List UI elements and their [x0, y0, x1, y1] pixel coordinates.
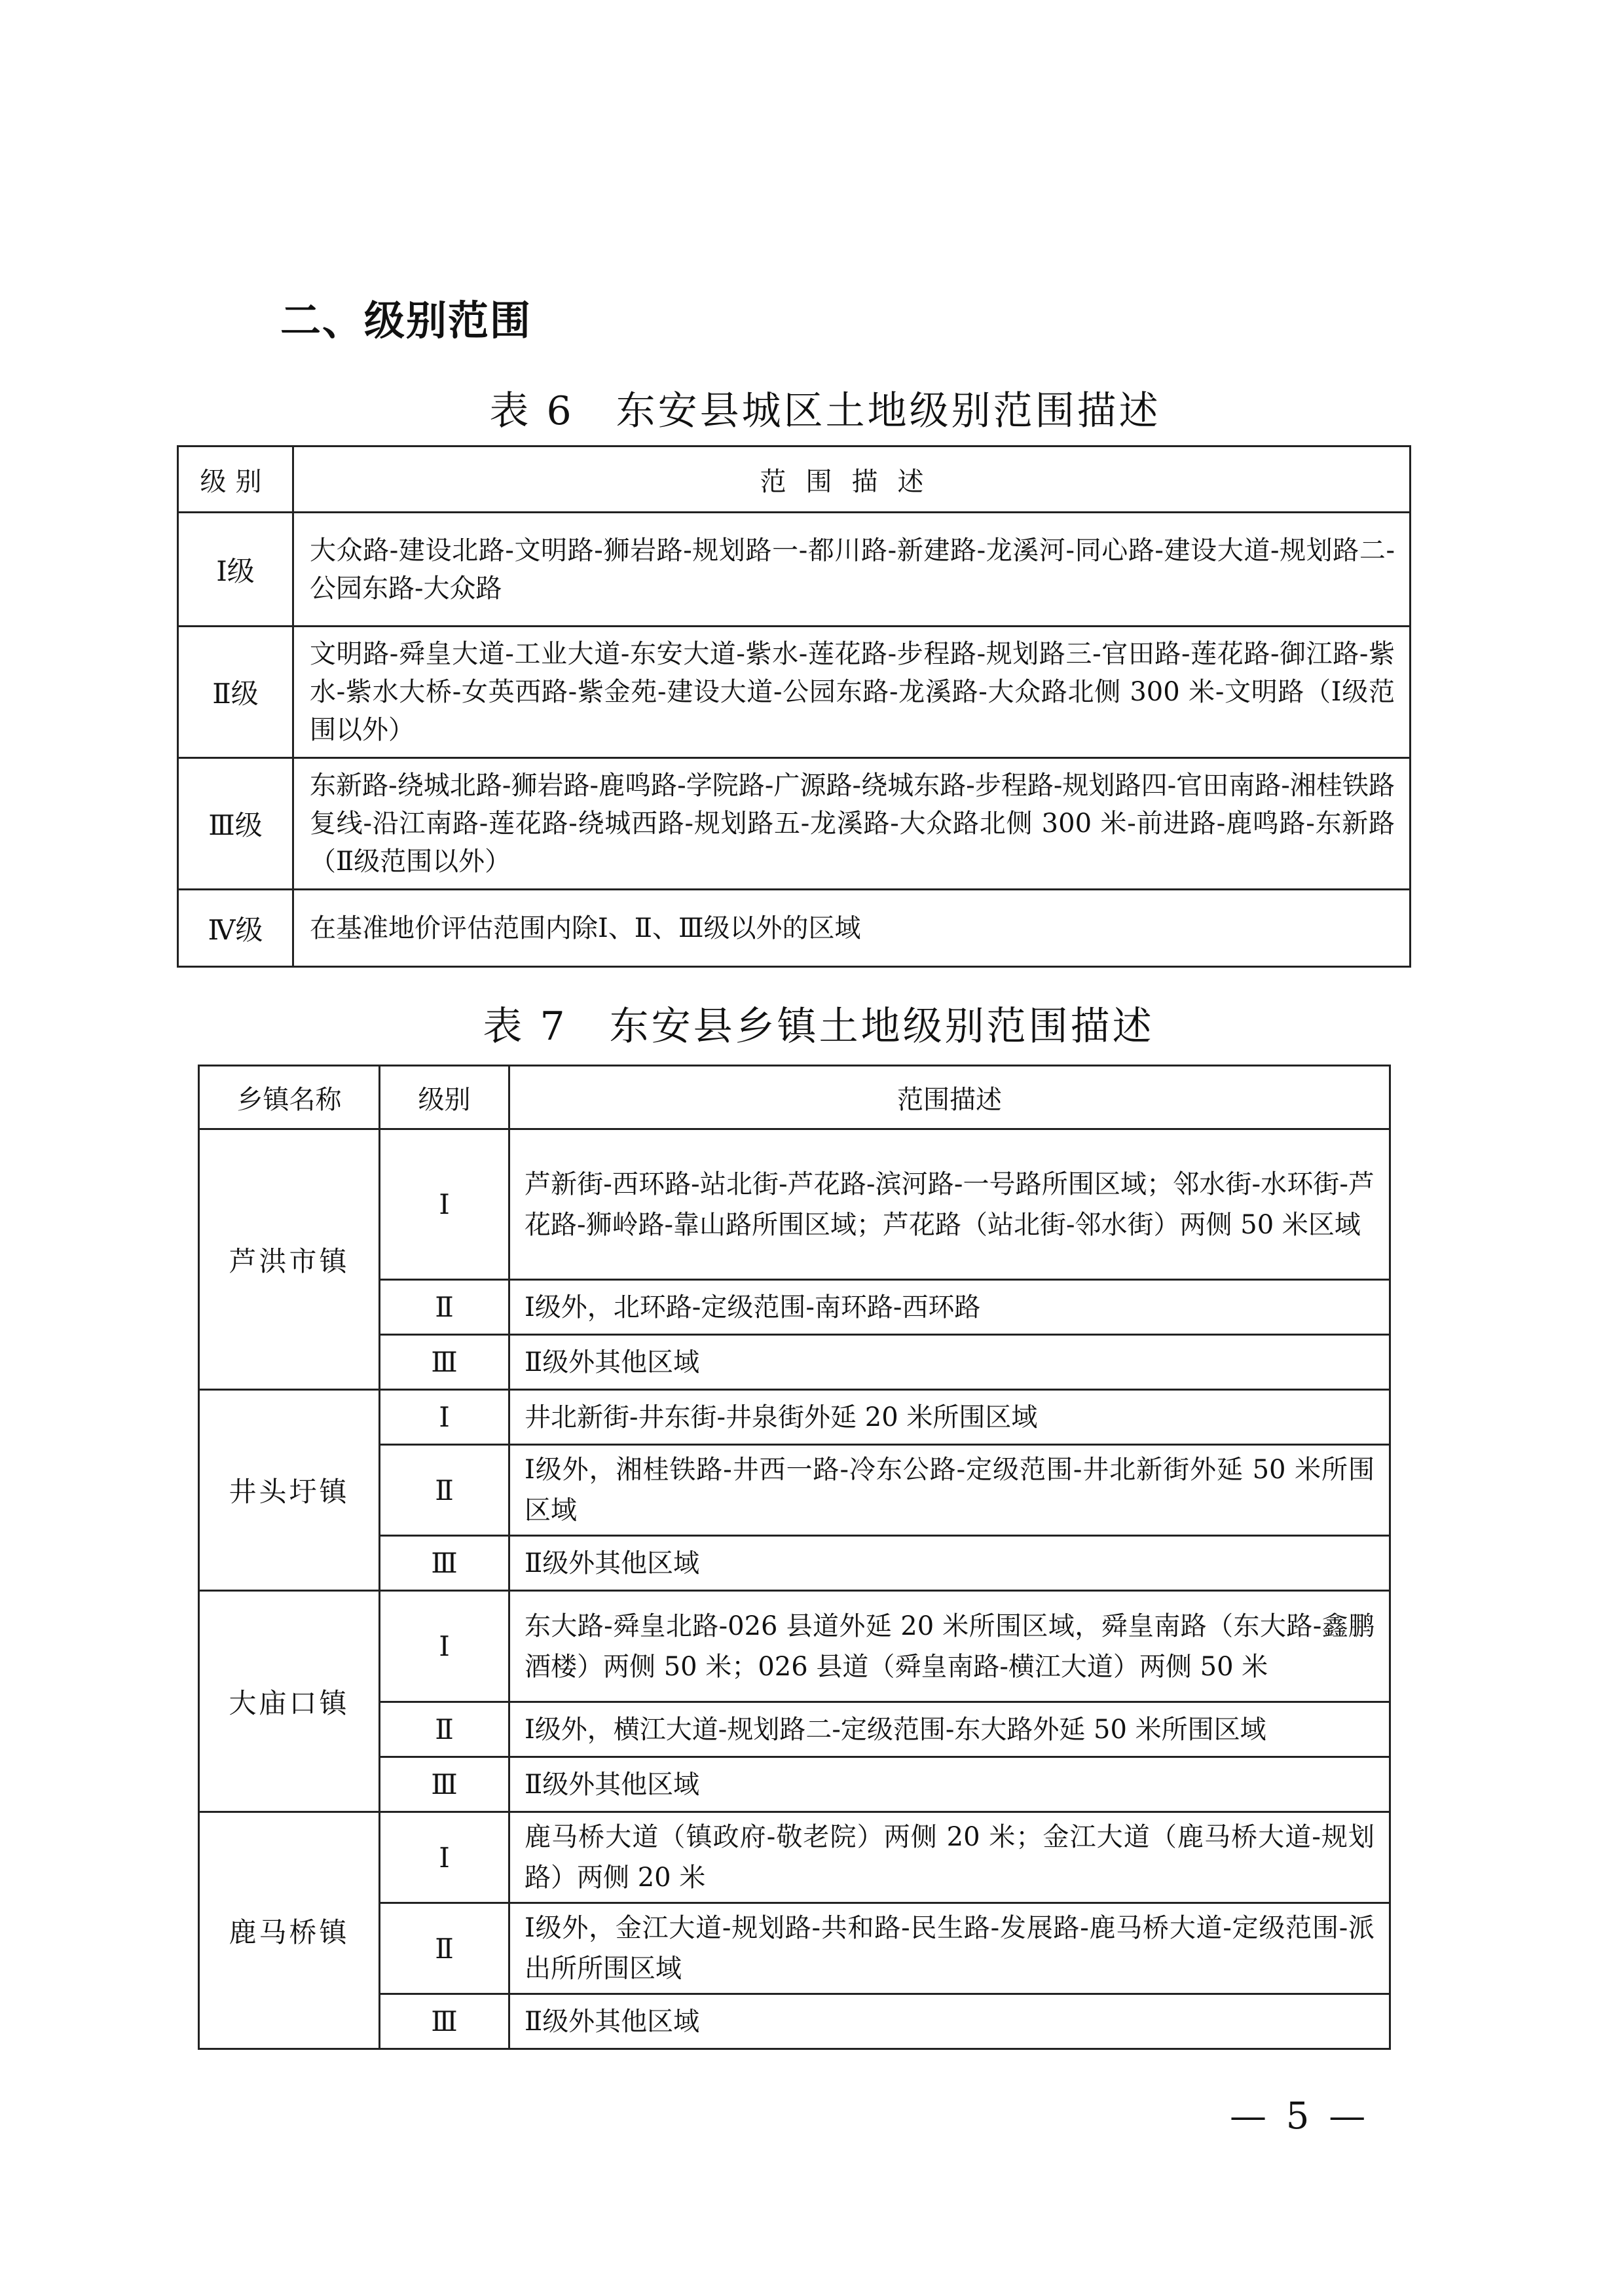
table-row [178, 513, 1411, 627]
level-cell: Ⅱ级 [178, 627, 293, 758]
town-name-cell: 鹿马桥镇 [199, 1812, 380, 2049]
description-cell: 文明路-舜皇大道-工业大道-东安大道-紫水-莲花路-步程路-规划路三-官田路-莲花路-御江路-紫水-紫水大桥-女英西路-紫金苑-建设大道-公园东路-龙溪路-大众路北侧 300 米-文明路（Ⅰ级范围以外） [293, 627, 1411, 758]
table6-header-level: 级别 [178, 446, 293, 513]
town-name-cell: 井头圩镇 [199, 1390, 380, 1591]
description-cell: Ⅰ级外，湘桂铁路-井西一路-冷东公路-定级范围-井北新街外延 50 米所围区域 [509, 1445, 1390, 1536]
table-row [178, 758, 1411, 890]
table7-header-row [199, 1066, 1390, 1129]
description-cell: Ⅰ级外，北环路-定级范围-南环路-西环路 [509, 1280, 1390, 1335]
table6-title: 表 6 东安县城区土地级别范围描述 [489, 388, 1161, 434]
table6 [177, 445, 1411, 968]
description-cell: 大众路-建设北路-文明路-狮岩路-规划路一-都川路-新建路-龙溪河-同心路-建设大道-规划路二-公园东路-大众路 [293, 513, 1411, 627]
table-row [178, 890, 1411, 967]
description-cell: Ⅱ级外其他区域 [509, 1335, 1390, 1390]
town-name-cell: 芦洪市镇 [199, 1129, 380, 1390]
description-cell: 鹿马桥大道（镇政府-敬老院）两侧 20 米；金江大道（鹿马桥大道-规划路）两侧 20 米 [509, 1812, 1390, 1903]
level-cell: Ⅲ级 [178, 758, 293, 890]
level-cell: Ⅱ [380, 1903, 509, 1994]
level-cell: Ⅰ [380, 1390, 509, 1445]
level-cell: Ⅱ [380, 1280, 509, 1335]
description-cell: Ⅰ级外，横江大道-规划路二-定级范围-东大路外延 50 米所围区域 [509, 1702, 1390, 1757]
level-cell: Ⅳ级 [178, 890, 293, 967]
table7-header-level: 级别 [380, 1066, 509, 1129]
level-cell: Ⅲ [380, 1757, 509, 1812]
table-row [178, 627, 1411, 758]
description-cell: Ⅰ级外，金江大道-规划路-共和路-民生路-发展路-鹿马桥大道-定级范围-派出所所围区域 [509, 1903, 1390, 1994]
level-cell: Ⅰ [380, 1812, 509, 1903]
table-row [199, 1812, 1390, 1903]
description-cell: Ⅱ级外其他区域 [509, 1536, 1390, 1591]
description-cell: 在基准地价评估范围内除Ⅰ、Ⅱ、Ⅲ级以外的区域 [293, 890, 1411, 967]
level-cell: Ⅲ [380, 1335, 509, 1390]
level-cell: Ⅲ [380, 1994, 509, 2049]
level-cell: Ⅰ [380, 1591, 509, 1702]
table-row [199, 1129, 1390, 1280]
level-cell: Ⅰ级 [178, 513, 293, 627]
section-heading: 二、级别范围 [280, 297, 532, 344]
description-cell: Ⅱ级外其他区域 [509, 1994, 1390, 2049]
description-cell: Ⅱ级外其他区域 [509, 1757, 1390, 1812]
description-cell: 东新路-绕城北路-狮岩路-鹿鸣路-学院路-广源路-绕城东路-步程路-规划路四-官田南路-湘桂铁路复线-沿江南路-莲花路-绕城西路-规划路五-龙溪路-大众路北侧 300 米-前进路-鹿鸣路-东新路（Ⅱ级范围以外） [293, 758, 1411, 890]
table7 [198, 1065, 1391, 2050]
page-number: — 5 — [1230, 2095, 1370, 2138]
table6-header-row [178, 446, 1411, 513]
level-cell: Ⅱ [380, 1702, 509, 1757]
level-cell: Ⅰ [380, 1129, 509, 1280]
description-cell: 芦新街-西环路-站北街-芦花路-滨河路-一号路所围区域；邻水街-水环街-芦花路-狮岭路-靠山路所围区域；芦花路（站北街-邻水街）两侧 50 米区域 [509, 1129, 1390, 1280]
table-row [199, 1390, 1390, 1445]
description-cell: 井北新街-井东街-井泉街外延 20 米所围区域 [509, 1390, 1390, 1445]
level-cell: Ⅱ [380, 1445, 509, 1536]
table7-title: 表 7 东安县乡镇土地级别范围描述 [483, 1004, 1154, 1049]
description-cell: 东大路-舜皇北路-026 县道外延 20 米所围区域，舜皇南路（东大路-鑫鹏酒楼）两侧 50 米；026 县道（舜皇南路-横江大道）两侧 50 米 [509, 1591, 1390, 1702]
table7-header-description: 范围描述 [509, 1066, 1390, 1129]
table6-header-description: 范围描述 [293, 446, 1411, 513]
table7-header-town: 乡镇名称 [199, 1066, 380, 1129]
table-row [199, 1591, 1390, 1702]
level-cell: Ⅲ [380, 1536, 509, 1591]
town-name-cell: 大庙口镇 [199, 1591, 380, 1812]
